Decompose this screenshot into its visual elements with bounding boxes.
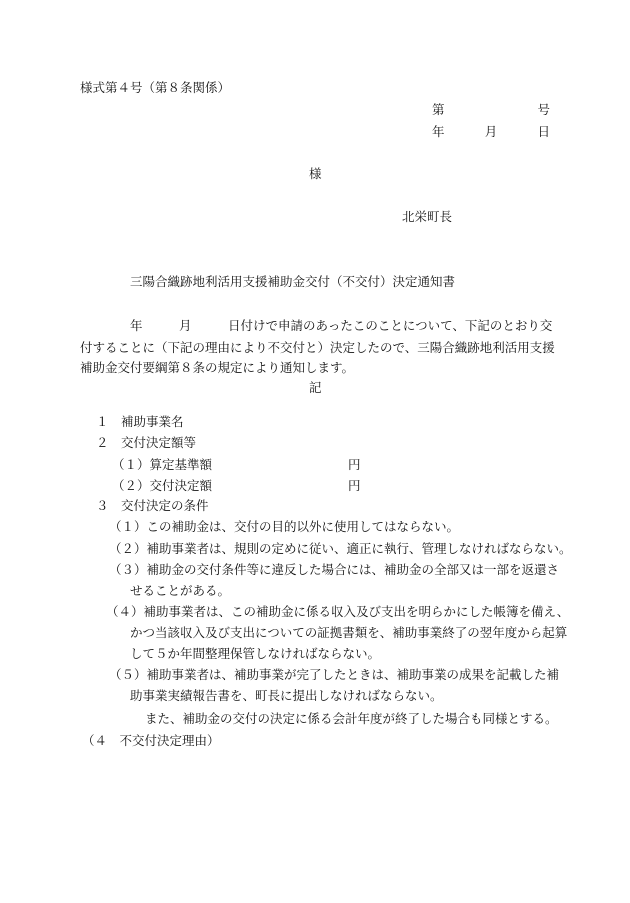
condition-5-line2: 助事業実績報告書を、町長に提出しなければならない。 (130, 688, 443, 703)
condition-3-line1: （３）補助金の交付条件等に違反した場合には、補助金の全部又は一部を返還さ (109, 562, 560, 577)
ki-label: 記 (309, 380, 322, 395)
condition-3-line2: せることがある。 (130, 583, 231, 598)
date-month: 月 (484, 124, 498, 139)
date-day: 日 (537, 124, 550, 139)
document-date (432, 126, 550, 139)
sub-1-label: （１）算定基準額 (112, 457, 213, 472)
number-prefix: 第 (432, 102, 445, 117)
addressee-suffix: 様 (309, 166, 322, 181)
sub-1-unit: 円 (348, 457, 361, 472)
item-1: １ 補助事業名 (96, 414, 184, 429)
document-title: 三陽合織跡地利活用支援補助金交付（不交付）決定通知書 (130, 274, 456, 289)
item-4: （４ 不交付決定理由） (82, 733, 220, 748)
sub-2-unit: 円 (348, 478, 361, 493)
document-number (432, 104, 550, 117)
body-year: 年 (130, 318, 143, 333)
item-2: ２ 交付決定額等 (96, 435, 197, 450)
body-line3: 補助金交付要綱第８条の規定により通知します。 (80, 360, 355, 375)
condition-1: （１）この補助金は、交付の目的以外に使用してはならない。 (109, 519, 460, 534)
body-month: 月 (179, 318, 192, 333)
condition-4-line3: して５か年間整理保管しなければならない。 (130, 646, 381, 661)
number-suffix: 号 (537, 102, 550, 117)
condition-5-line3: また、補助金の交付の決定に係る会計年度が終了した場合も同様とする。 (145, 711, 558, 726)
condition-2: （２）補助事業者は、規則の定めに従い、適正に執行、管理しなければならない。 (109, 541, 572, 556)
condition-4-line1: （４）補助事業者は、この補助金に係る収入及び支出を明らかにした帳簿を備え、 (106, 604, 570, 619)
form-id: 様式第４号（第８条関係） (80, 80, 231, 95)
body-line1: 日付けで申請のあったこのことについて、下記のとおり交 (228, 318, 553, 333)
date-year: 年 (432, 124, 445, 139)
item-3: ３ 交付決定の条件 (96, 498, 209, 513)
condition-4-line2: かつ当該収入及び支出についての証拠書類を、補助事業終了の翌年度から起算 (130, 625, 568, 640)
issuer: 北栄町長 (402, 209, 453, 224)
sub-2-label: （２）交付決定額 (112, 478, 213, 493)
body-line2: 付することに（下記の理由により不交付と）決定したので、三陽合織跡地利活用支援 (80, 340, 555, 355)
condition-5-line1: （５）補助事業者は、補助事業が完了したときは、補助事業の成果を記載した補 (109, 667, 560, 682)
